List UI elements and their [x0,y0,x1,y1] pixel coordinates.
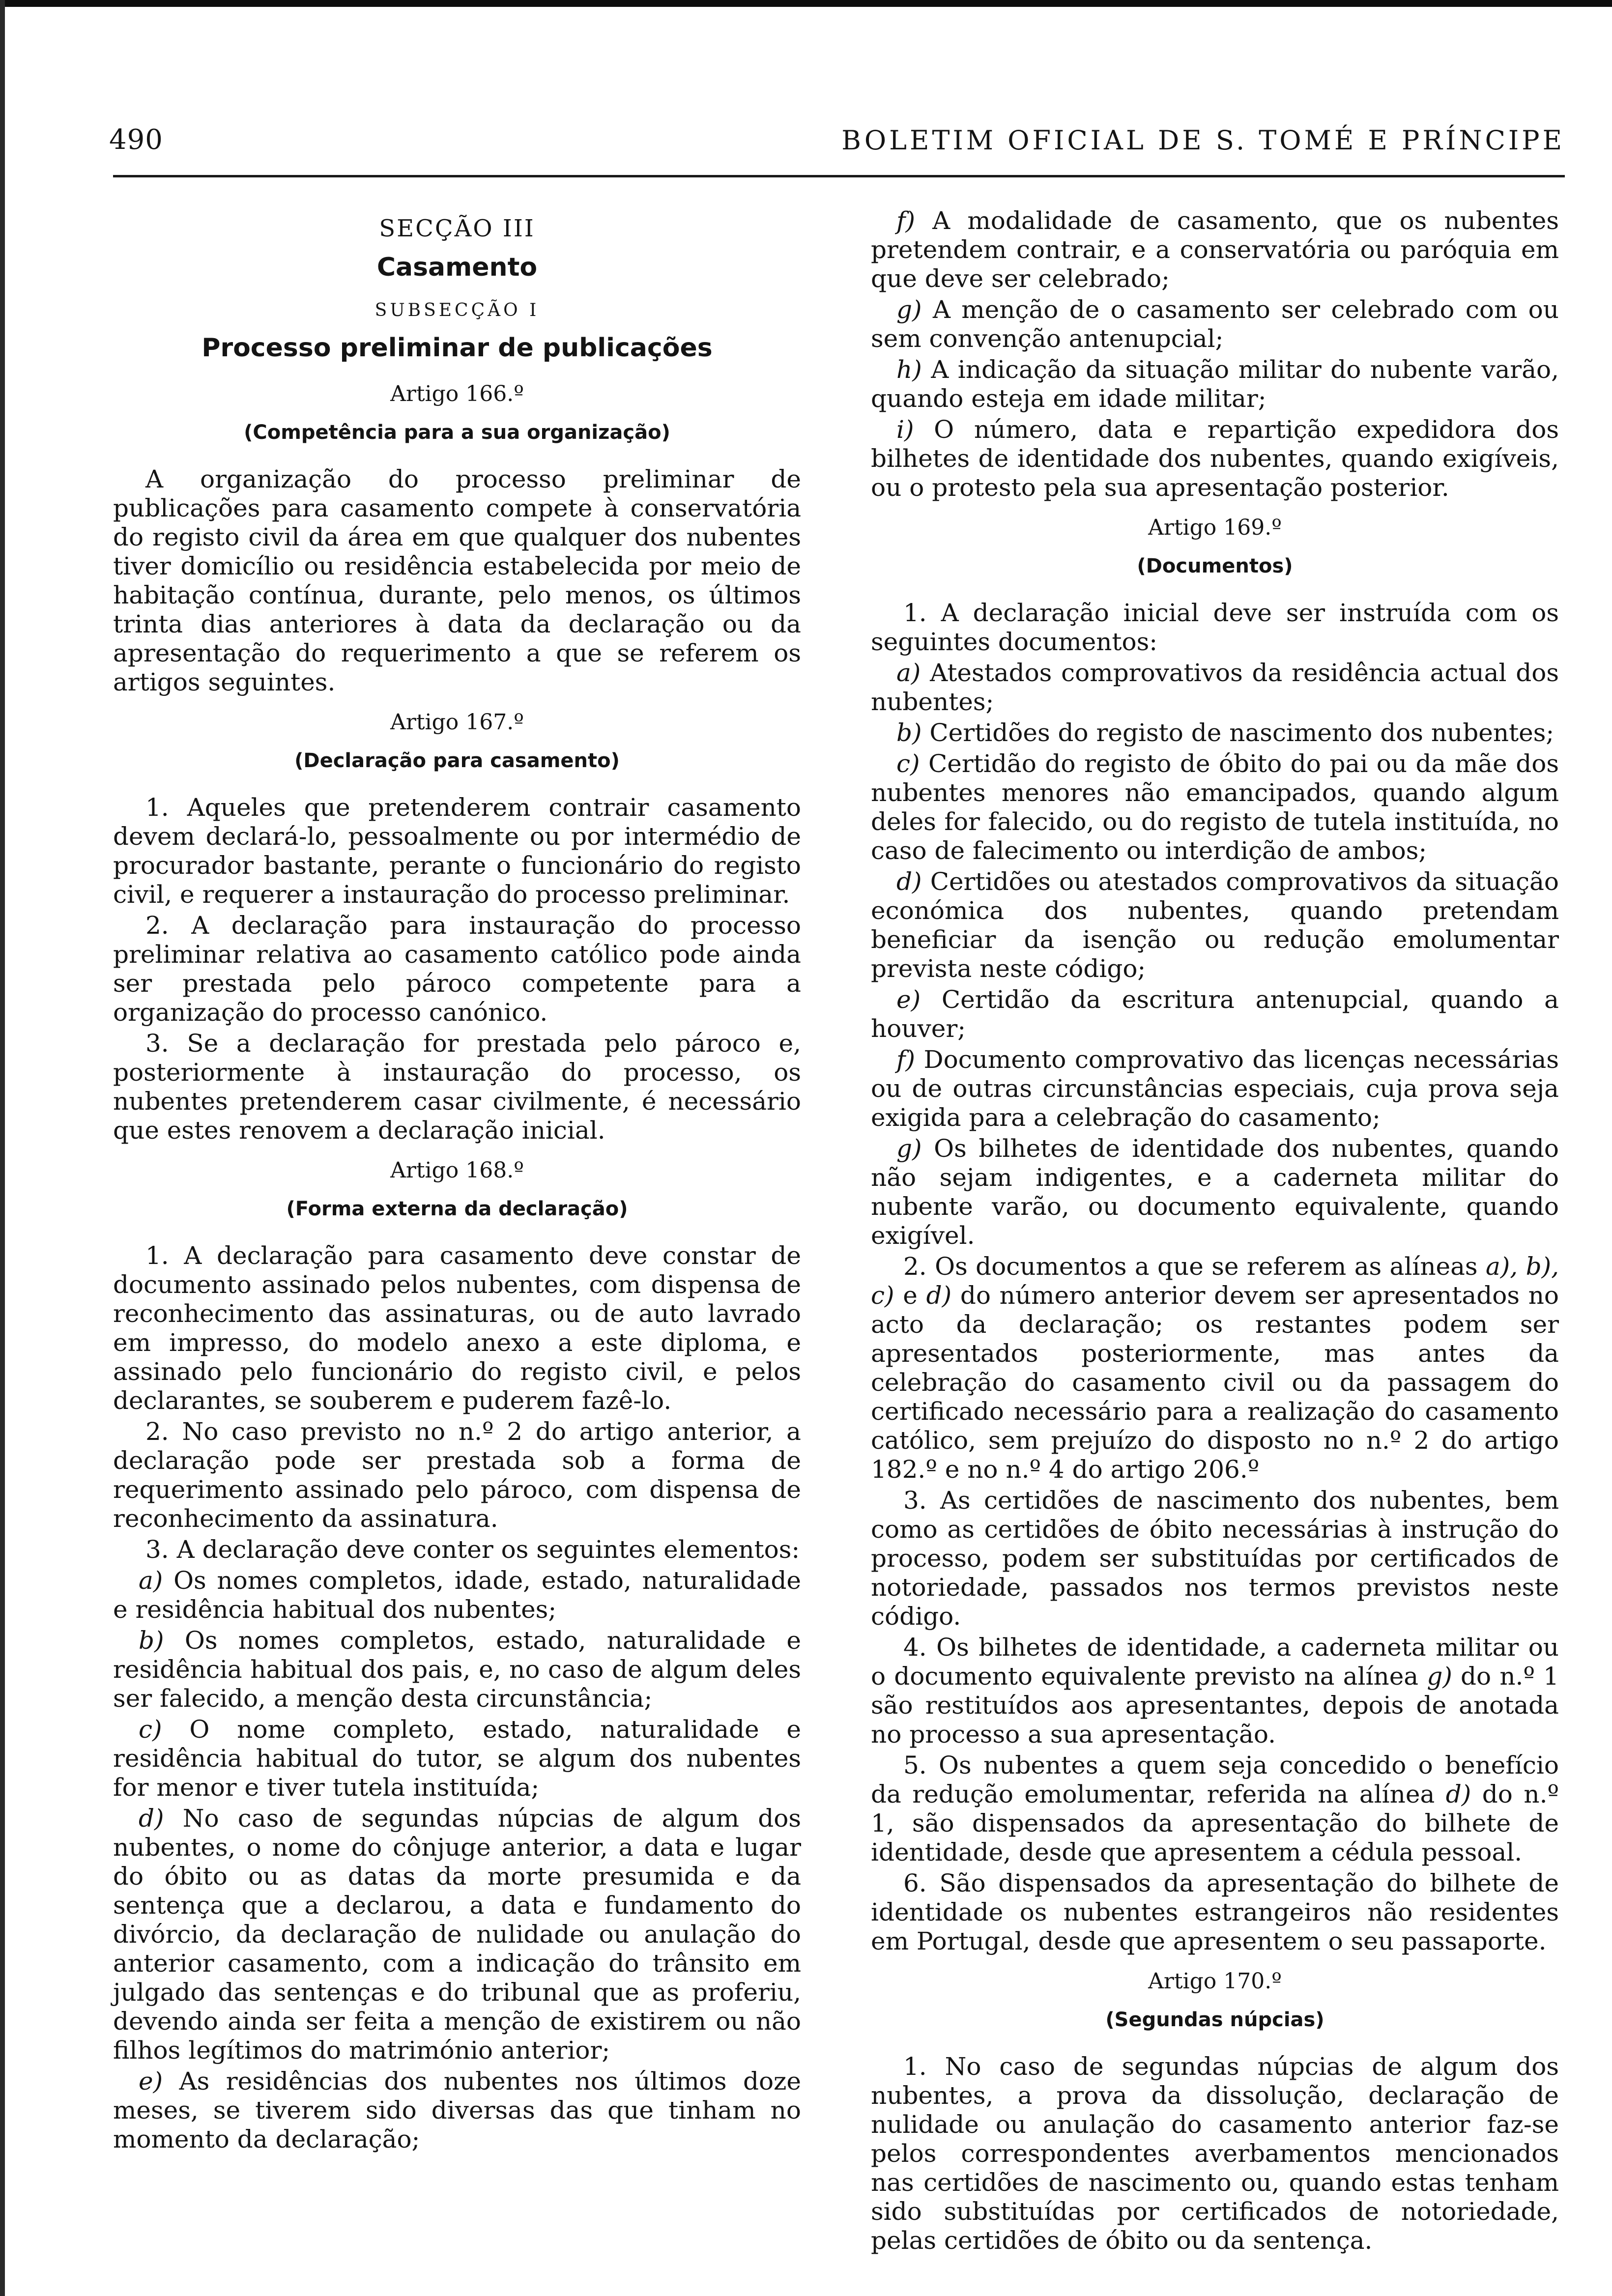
item-letter: b) [896,718,922,747]
item-letter: g) [896,295,922,324]
article-169-item-a [871,659,1559,717]
paragraph-text: do número anterior devem ser apresentados no acto da declaração; os restantes podem ser apresentados posteriormente, mas antes da celebração do casamento civil ou da passagem do certificado necessário para a realização do casamento católico, sem prejuízo do disposto no n.º 2 do artigo 182.º e no n.º 4 do artigo 206.º [871,1281,1559,1484]
article-166-paragraph: A organização do processo preliminar de publicações para casamento compete à conservatória do registo civil da área em que qualquer dos nubentes tiver domicílio ou residência estabelecida por meio de habitação contínua, durante, pelo menos, os últimos trinta dias anteriores à data da declaração ou da apresentação do requerimento a que se referem os artigos seguintes. [113,465,801,696]
article-169-paragraph-3: 3. As certidões de nascimento dos nubentes, bem como as certidões de óbito necessárias à instrução do processo, podem ser substituídas por certificados de notoriedade, passados nos termos previstos neste código. [871,1486,1559,1631]
section-heading: SECÇÃO III [379,215,535,242]
paragraph-text: 5. Os nubentes a quem seja concedido o benefício da redução emolumentar, referida na alínea [871,1751,1559,1808]
right-column [871,206,1559,2257]
item-text: Certidões do registo de nascimento dos nubentes; [929,718,1554,747]
item-letter: d) [139,1804,164,1833]
item-letter: h) [896,355,922,384]
article-168-item-e [113,2067,801,2154]
article-168-item-f [871,206,1559,293]
item-text: Os nomes completos, idade, estado, naturalidade e residência habitual dos nubentes; [113,1566,801,1624]
article-167-paragraph-3: 3. Se a declaração for prestada pelo pároco e, posteriormente à instauração do processo, os nubentes pretenderem casar civilmente, é necessário que estes renovem a declaração inicial. [113,1029,801,1145]
article-170-paragraph-1: 1. No caso de segundas núpcias de algum dos nubentes, a prova da dissolução, declaração de nulidade ou anulação do casamento anterior faz-se pelos correspondentes averbamentos mencionados nas certidões de nascimento ou, quando estas tenham sido substituídas por certificados de notoriedade, pelas certidões de óbito ou da sentença. [871,2052,1559,2255]
scan-top-border [0,0,1612,7]
paragraph-text: e [903,1281,918,1310]
item-text: A modalidade de casamento, que os nubentes pretendem contrair, e a conservatória ou paróquia em que deve ser celebrado; [871,206,1559,293]
article-169-paragraph-2 [871,1252,1559,1484]
item-letter: d) [896,867,922,896]
article-169-paragraph-6: 6. São dispensados da apresentação do bilhete de identidade os nubentes estrangeiros não residentes em Portugal, desde que apresentem o seu passaporte. [871,1869,1559,1955]
item-text: Atestados comprovativos da residência actual dos nubentes; [871,659,1559,716]
article-169-item-f [871,1045,1559,1132]
running-head: BOLETIM OFICIAL DE S. TOMÉ E PRÍNCIPE [841,125,1565,156]
article-169-item-g [871,1134,1559,1250]
item-text: As residências dos nubentes nos últimos doze meses, se tiverem sido diversas das que tinham no momento da declaração; [113,2067,801,2153]
paragraph-text: 4. Os bilhetes de identidade, a caderneta militar ou o documento equivalente previsto na alínea [871,1633,1559,1691]
header-rule [113,175,1565,177]
article-169-item-e [871,985,1559,1043]
item-text: O número, data e repartição expedidora dos bilhetes de identidade dos nubentes, quando exigíveis, ou o protesto pela sua apresentação posterior. [871,415,1559,502]
item-text: Certidão da escritura antenupcial, quando a houver; [871,985,1559,1043]
article-168-item-g [871,295,1559,353]
left-column [113,206,801,2156]
article-169-item-c [871,749,1559,865]
article-170-title: (Segundas núpcias) [1105,2009,1324,2031]
article-170-label: Artigo 170.º [1148,1969,1282,1994]
article-169-paragraph-5 [871,1751,1559,1867]
item-letter: e) [139,2067,163,2095]
article-168-paragraph-3: 3. A declaração deve conter os seguintes elementos: [145,1535,800,1564]
item-text: A menção de o casamento ser celebrado com ou sem convenção antenupcial; [871,295,1559,353]
subsection-heading: SUBSECÇÃO I [374,300,540,320]
article-166-title: (Competência para a sua organização) [244,421,670,444]
item-text: Certidão do registo de óbito do pai ou da mãe dos nubentes menores não emancipados, quando algum deles for falecido, ou do registo de tutela instituída, no caso de falecimento ou interdição de ambos; [871,749,1559,865]
article-168-item-b [113,1626,801,1713]
article-167-label: Artigo 167.º [390,710,524,735]
article-168-item-a [113,1566,801,1624]
article-168-label: Artigo 168.º [390,1158,524,1183]
item-text: Documento comprovativo das licenças necessárias ou de outras circunstâncias especiais, cuja prova seja exigida para a celebração do casamento; [871,1045,1559,1132]
item-letter: f) [896,206,916,235]
item-letter: e) [896,985,921,1014]
item-text: Os bilhetes de identidade dos nubentes, quando não sejam indigentes, e a caderneta militar do nubente varão, ou documento equivalente, quando exigível. [871,1134,1559,1250]
scan-left-border [0,0,5,2296]
item-text: Certidões ou atestados comprovativos da situação económica dos nubentes, quando pretendam beneficiar da isenção ou redução emolumentar prevista neste código; [871,867,1559,983]
paragraph-text: do n.º 1 são restituídos aos apresentantes, depois de anotada no processo a sua apresentação. [871,1662,1559,1749]
article-167-paragraph-2: 2. A declaração para instauração do processo preliminar relativa ao casamento católico pode ainda ser prestada pelo pároco competente para a organização do processo canónico. [113,911,801,1027]
item-letter: a), [1485,1252,1518,1281]
article-168-item-d [113,1804,801,2065]
article-168-paragraph-2: 2. No caso previsto no n.º 2 do artigo anterior, a declaração pode ser prestada sob a forma de requerimento assinado pelo pároco, com dispensa de reconhecimento da assinatura. [113,1417,801,1533]
item-letter: b) [139,1626,164,1655]
article-168-item-i [871,415,1559,502]
item-letter: d) [1445,1780,1471,1808]
item-letter: g) [1427,1662,1452,1691]
section-title: Casamento [376,253,538,282]
paragraph-text: 2. Os documentos a que se referem as alíneas [903,1252,1478,1281]
item-text: O nome completo, estado, naturalidade e residência habitual do tutor, se algum dos nubentes for menor e tiver tutela instituída; [113,1715,801,1802]
article-168-item-c [113,1715,801,1802]
item-letter: g) [896,1134,922,1163]
article-169-title: (Documentos) [1137,555,1293,577]
item-letter: d) [926,1281,952,1310]
subsection-title: Processo preliminar de publicações [202,333,713,363]
article-169-paragraph-1: 1. A declaração inicial deve ser instruída com os seguintes documentos: [871,599,1559,656]
item-text: A indicação da situação militar do nubente varão, quando esteja em idade militar; [871,355,1559,413]
article-167-paragraph-1: 1. Aqueles que pretenderem contrair casamento devem declará-lo, pessoalmente ou por intermédio de procurador bastante, perante o funcionário do registo civil, e requerer a instauração do processo preliminar. [113,793,801,909]
article-168-paragraph-1: 1. A declaração para casamento deve constar de documento assinado pelos nubentes, com dispensa de reconhecimento das assinaturas, ou de auto lavrado em impresso, do modelo anexo a este diploma, e assinado pelo funcionário do registo civil, e pelos declarantes, se souberem e puderem fazê-lo. [113,1241,801,1415]
item-text: No caso de segundas núpcias de algum dos nubentes, o nome do cônjuge anterior, a data e lugar do óbito ou as datas da morte presumida e da sentença que a declarou, a data e fundamento do divórcio, da declaração de nulidade ou anulação do anterior casamento, com a indicação do trânsito em julgado das sentenças e do tribunal que as proferiu, devendo ainda ser feita a menção de existirem ou não filhos legítimos do matrimónio anterior; [113,1804,801,2065]
paragraph-text: do n.º 1, são dispensados da apresentação do bilhete de identidade, desde que apresentem a cédula pessoal. [871,1780,1559,1866]
page-number: 490 [109,124,163,156]
item-letter: c) [139,1715,162,1744]
article-169-item-b [871,718,1559,747]
item-letter: c) [871,1281,894,1310]
article-168-title: (Forma externa da declaração) [286,1198,628,1220]
item-letter: a) [139,1566,163,1595]
item-letter: c) [896,749,920,778]
article-166-label: Artigo 166.º [390,381,524,406]
article-168-item-h [871,355,1559,413]
item-letter: b), [1526,1252,1559,1281]
item-letter: f) [896,1045,916,1074]
article-169-item-d [871,867,1559,983]
article-169-paragraph-4 [871,1633,1559,1749]
item-letter: a) [896,659,921,687]
item-text: Os nomes completos, estado, naturalidade e residência habitual dos pais, e, no caso de algum deles ser falecido, a menção desta circunstância; [113,1626,801,1713]
item-letter: i) [896,415,914,444]
article-167-title: (Declaração para casamento) [294,749,620,772]
article-169-label: Artigo 169.º [1148,515,1282,540]
